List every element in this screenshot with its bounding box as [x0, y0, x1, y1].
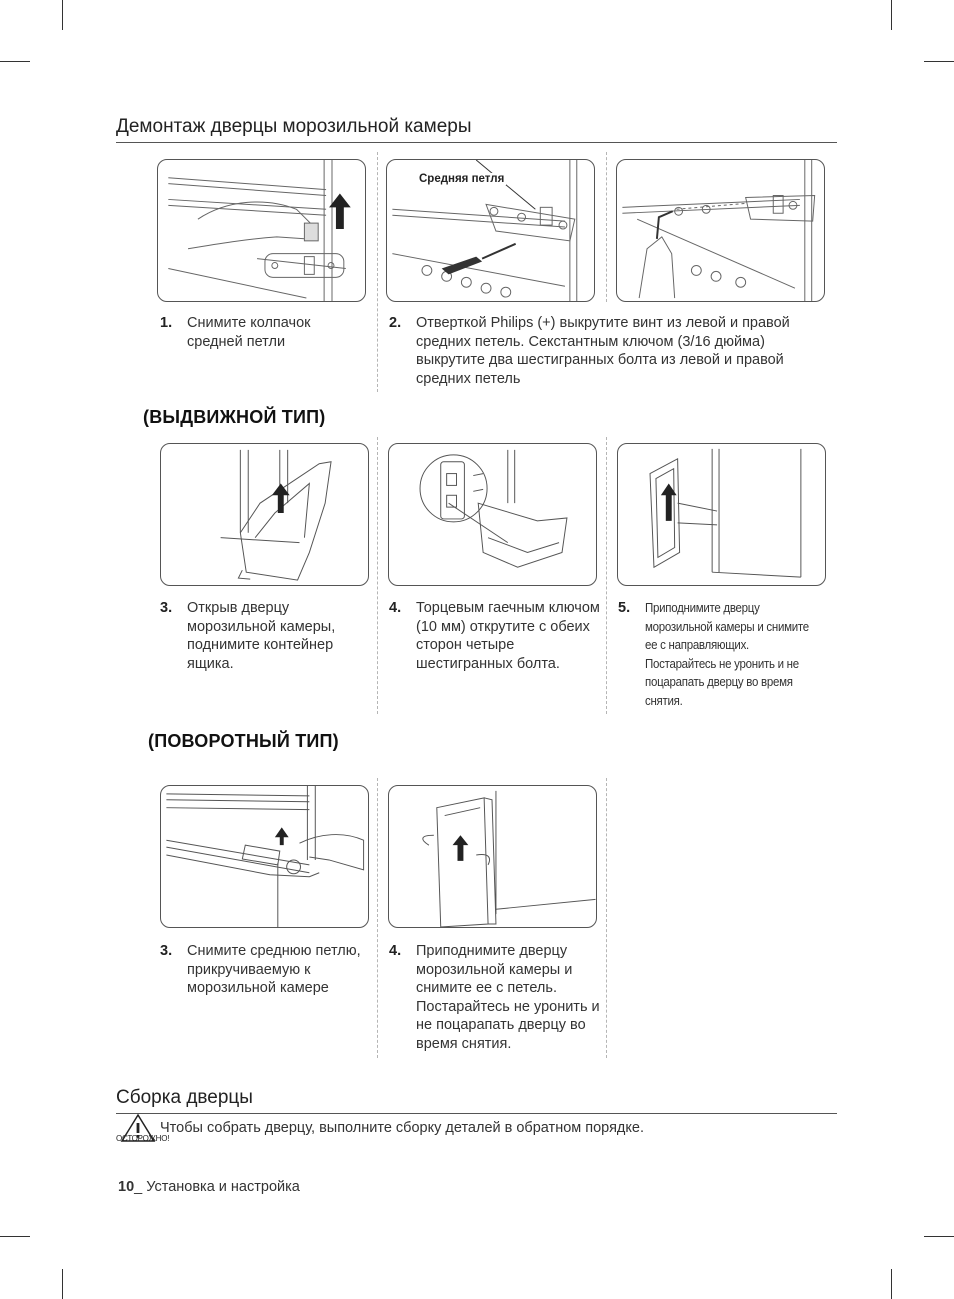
illustration-lift-drawer-door	[617, 443, 826, 586]
crop-mark	[924, 61, 954, 62]
crop-mark	[62, 1269, 63, 1299]
step-number: 2.	[389, 315, 402, 331]
step-number: 1.	[160, 315, 173, 331]
footer-separator: _	[134, 1179, 147, 1195]
step-text: Приподнимите дверцу морозильной камеры и снимите ее с направляющих. Постарайтесь не уронить и не поцарапать дверцу во время снятия.	[645, 601, 809, 708]
heading-swing-type: (ПОВОРОТНЫЙ ТИП)	[148, 731, 339, 751]
section-title-door-assembly: Сборка дверцы	[116, 1087, 837, 1114]
caution-label: ОСТОРОЖНО!	[116, 1134, 170, 1143]
step-text: Торцевым гаечным ключом (10 мм) открутите с обеих сторон четыре шестигранных болта.	[416, 600, 600, 672]
crop-mark	[62, 0, 63, 30]
illustration-remove-hinge-cap	[157, 159, 366, 302]
step-number: 3.	[160, 600, 173, 616]
column-divider	[606, 437, 607, 714]
section-title-door-removal: Демонтаж дверцы морозильной камеры	[116, 116, 837, 143]
crop-mark	[891, 1269, 892, 1299]
column-divider	[377, 152, 378, 392]
illustration-lift-drawer-bin	[160, 443, 369, 586]
callout-middle-hinge: Средняя петля	[419, 173, 505, 185]
column-divider	[606, 152, 607, 302]
illustration-lift-swing-door	[388, 785, 597, 928]
step-number: 4.	[389, 600, 402, 616]
step-number: 5.	[618, 600, 631, 616]
column-divider	[606, 778, 607, 1058]
column-divider	[377, 778, 378, 1058]
step-text: Отверткой Philips (+) выкрутите винт из левой и правой средних петель. Секстантным ключом (3/16 дюйма) выкрутите два шестигранных болта из левой и правой средних петель	[416, 315, 790, 387]
crop-mark	[891, 0, 892, 30]
page-footer	[118, 1179, 300, 1195]
illustration-remove-middle-hinge	[160, 785, 369, 928]
column-divider	[377, 437, 378, 714]
caution-text: Чтобы собрать дверцу, выполните сборку деталей в обратном порядке.	[160, 1120, 644, 1136]
page-number: 10	[118, 1179, 135, 1195]
step-text: Приподнимите дверцу морозильной камеры и снимите ее с петель. Постарайтесь не уронить и не поцарапать дверцу во время снятия.	[416, 943, 600, 1052]
heading-drawer-type: (ВЫДВИЖНОЙ ТИП)	[143, 407, 326, 427]
footer-section: Установка и настройка	[146, 1179, 300, 1195]
crop-mark	[924, 1236, 954, 1237]
illustration-unscrew-rail-bolts	[388, 443, 597, 586]
step-number: 3.	[160, 943, 173, 959]
crop-mark	[0, 61, 30, 62]
crop-mark	[0, 1236, 30, 1237]
step-text: Снимите колпачок средней петли	[187, 315, 311, 350]
step-number: 4.	[389, 943, 402, 959]
illustration-hex-key-bolts	[616, 159, 825, 302]
step-text: Снимите среднюю петлю, прикручиваемую к морозильной камере	[187, 943, 361, 996]
step-text: Открыв дверцу морозильной камеры, поднимите контейнер ящика.	[187, 600, 336, 672]
